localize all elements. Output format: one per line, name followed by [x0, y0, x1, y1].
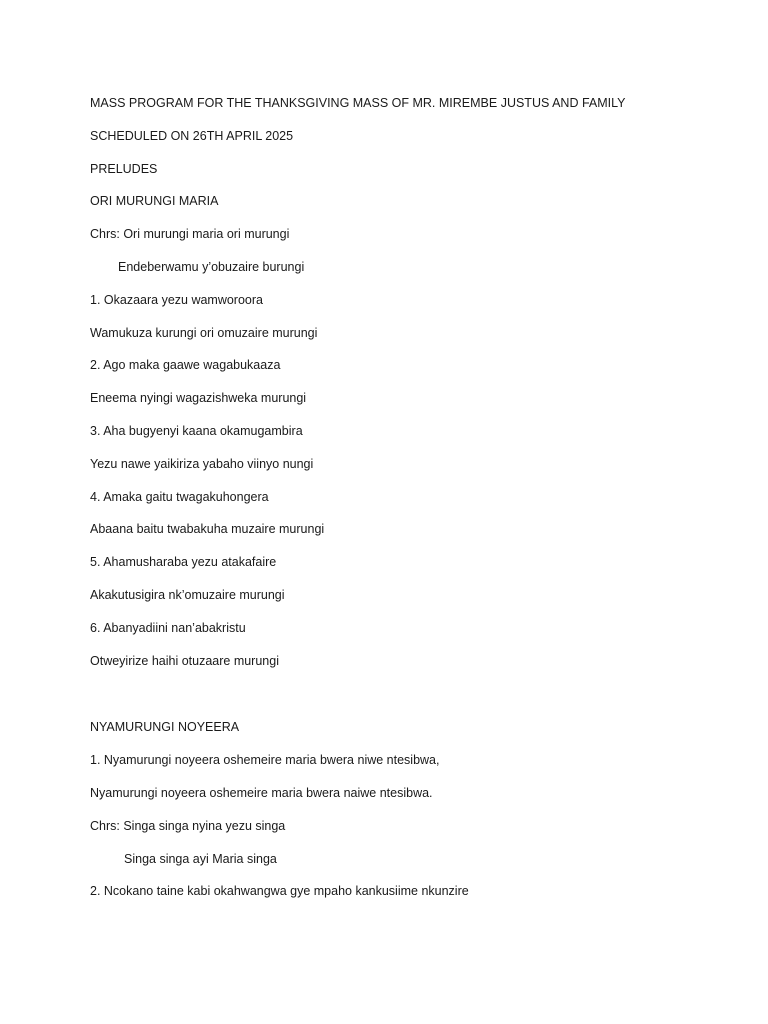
- document-title: MASS PROGRAM FOR THE THANKSGIVING MASS OF MR. MIREMBE JUSTUS AND FAMILY: [90, 96, 626, 110]
- verse-line: Otweyirize haihi otuzaare murungi: [90, 654, 279, 668]
- verse-line: 4. Amaka gaitu twagakuhongera: [90, 490, 269, 504]
- hymn-title: ORI MURUNGI MARIA: [90, 194, 219, 208]
- verse-line: 2. Ago maka gaawe wagabukaaza: [90, 358, 281, 372]
- verse-line: 5. Ahamusharaba yezu atakafaire: [90, 555, 277, 569]
- verse-line: 2. Ncokano taine kabi okahwangwa gye mpaho kankusiime nkunzire: [90, 884, 469, 898]
- verse-line: Wamukuza kurungi ori omuzaire murungi: [90, 326, 318, 340]
- chorus-line-indented: Singa singa ayi Maria singa: [124, 852, 277, 866]
- chorus-line-indented: Endeberwamu y’obuzaire burungi: [118, 260, 305, 274]
- section-heading-preludes: PRELUDES: [90, 162, 158, 176]
- verse-line: 6. Abanyadiini nan’abakristu: [90, 621, 246, 635]
- schedule-line: SCHEDULED ON 26TH APRIL 2025: [90, 129, 294, 143]
- verse-line: Akakutusigira nk’omuzaire murungi: [90, 588, 285, 602]
- verse-line: Abaana baitu twabakuha muzaire murungi: [90, 522, 325, 536]
- verse-line: Nyamurungi noyeera oshemeire maria bwera naiwe ntesibwa.: [90, 786, 433, 800]
- verse-line: Eneema nyingi wagazishweka murungi: [90, 391, 307, 405]
- hymn-title: NYAMURUNGI NOYEERA: [90, 720, 240, 734]
- verse-line: 3. Aha bugyenyi kaana okamugambira: [90, 424, 303, 438]
- verse-line: 1. Nyamurungi noyeera oshemeire maria bwera niwe ntesibwa,: [90, 753, 440, 767]
- verse-line: Yezu nawe yaikiriza yabaho viinyo nungi: [90, 457, 314, 471]
- chorus-line: Chrs: Singa singa nyina yezu singa: [90, 819, 286, 833]
- verse-line: 1. Okazaara yezu wamworoora: [90, 293, 263, 307]
- chorus-line: Chrs: Ori murungi maria ori murungi: [90, 227, 290, 241]
